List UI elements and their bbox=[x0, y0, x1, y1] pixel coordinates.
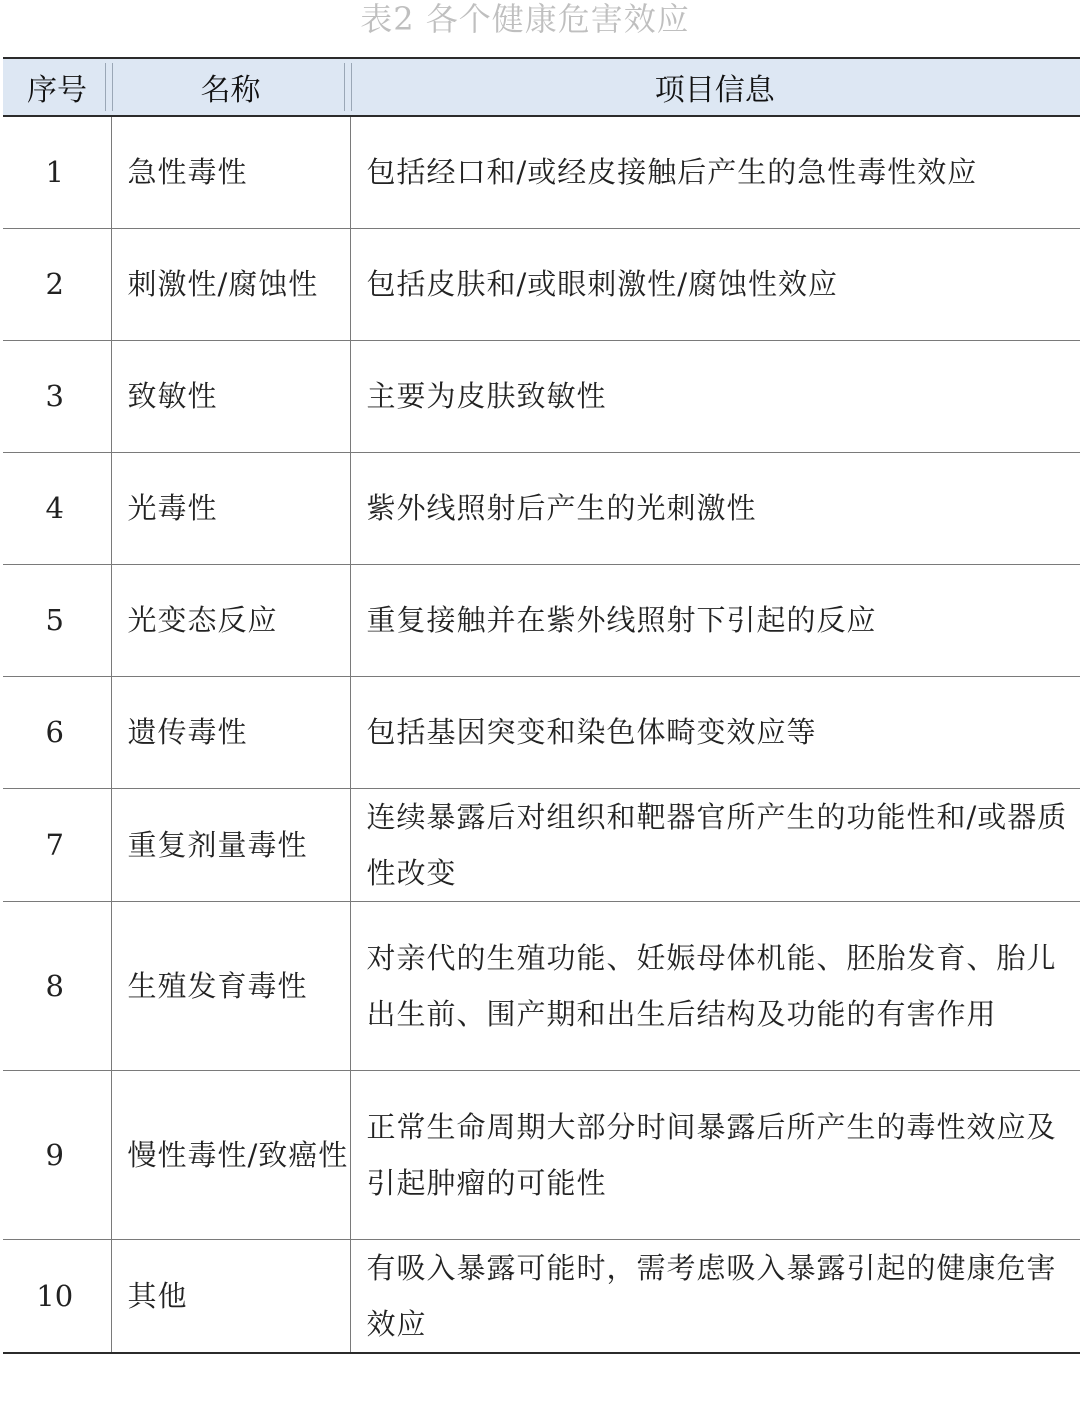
table-row bbox=[3, 1070, 1080, 1239]
row-number: 4 bbox=[3, 452, 111, 564]
row-number: 8 bbox=[3, 901, 111, 1070]
row-number: 2 bbox=[3, 228, 111, 340]
header-info: 项目信息 bbox=[350, 58, 1080, 116]
table-row bbox=[3, 564, 1080, 676]
row-info: 包括经口和/或经皮接触后产生的急性毒性效应 bbox=[350, 116, 1080, 228]
row-number: 6 bbox=[3, 676, 111, 788]
row-info: 对亲代的生殖功能、妊娠母体机能、胚胎发育、胎儿出生前、围产期和出生后结构及功能的有害作用 bbox=[350, 901, 1080, 1070]
row-name: 急性毒性 bbox=[111, 116, 350, 228]
row-info: 包括皮肤和/或眼刺激性/腐蚀性效应 bbox=[350, 228, 1080, 340]
row-name: 重复剂量毒性 bbox=[111, 788, 350, 901]
table-row bbox=[3, 676, 1080, 788]
row-number: 10 bbox=[3, 1239, 111, 1353]
row-info: 紫外线照射后产生的光刺激性 bbox=[350, 452, 1080, 564]
header-number: 序号 bbox=[3, 58, 111, 116]
row-number: 7 bbox=[3, 788, 111, 901]
table-caption: 表2 各个健康危害效应 bbox=[360, 0, 690, 38]
row-name: 其他 bbox=[111, 1239, 350, 1353]
row-name: 光毒性 bbox=[111, 452, 350, 564]
row-number: 9 bbox=[3, 1070, 111, 1239]
row-number: 1 bbox=[3, 116, 111, 228]
row-info: 主要为皮肤致敏性 bbox=[350, 340, 1080, 452]
row-info: 正常生命周期大部分时间暴露后所产生的毒性效应及引起肿瘤的可能性 bbox=[350, 1070, 1080, 1239]
table-row bbox=[3, 901, 1080, 1070]
table-header-row bbox=[3, 58, 1080, 116]
table-row bbox=[3, 228, 1080, 340]
row-info: 包括基因突变和染色体畸变效应等 bbox=[350, 676, 1080, 788]
row-name: 慢性毒性/致癌性 bbox=[111, 1070, 350, 1239]
row-number: 3 bbox=[3, 340, 111, 452]
row-info: 连续暴露后对组织和靶器官所产生的功能性和/或器质性改变 bbox=[350, 788, 1080, 901]
row-name: 遗传毒性 bbox=[111, 676, 350, 788]
row-name: 刺激性/腐蚀性 bbox=[111, 228, 350, 340]
table-row bbox=[3, 452, 1080, 564]
table-row bbox=[3, 1239, 1080, 1353]
row-number: 5 bbox=[3, 564, 111, 676]
table-row bbox=[3, 788, 1080, 901]
row-name: 致敏性 bbox=[111, 340, 350, 452]
header-name: 名称 bbox=[111, 58, 350, 116]
row-info: 有吸入暴露可能时，需考虑吸入暴露引起的健康危害效应 bbox=[350, 1239, 1080, 1353]
table-row bbox=[3, 116, 1080, 228]
health-hazard-table bbox=[3, 57, 1080, 1354]
row-name: 生殖发育毒性 bbox=[111, 901, 350, 1070]
row-name: 光变态反应 bbox=[111, 564, 350, 676]
table-row bbox=[3, 340, 1080, 452]
row-info: 重复接触并在紫外线照射下引起的反应 bbox=[350, 564, 1080, 676]
